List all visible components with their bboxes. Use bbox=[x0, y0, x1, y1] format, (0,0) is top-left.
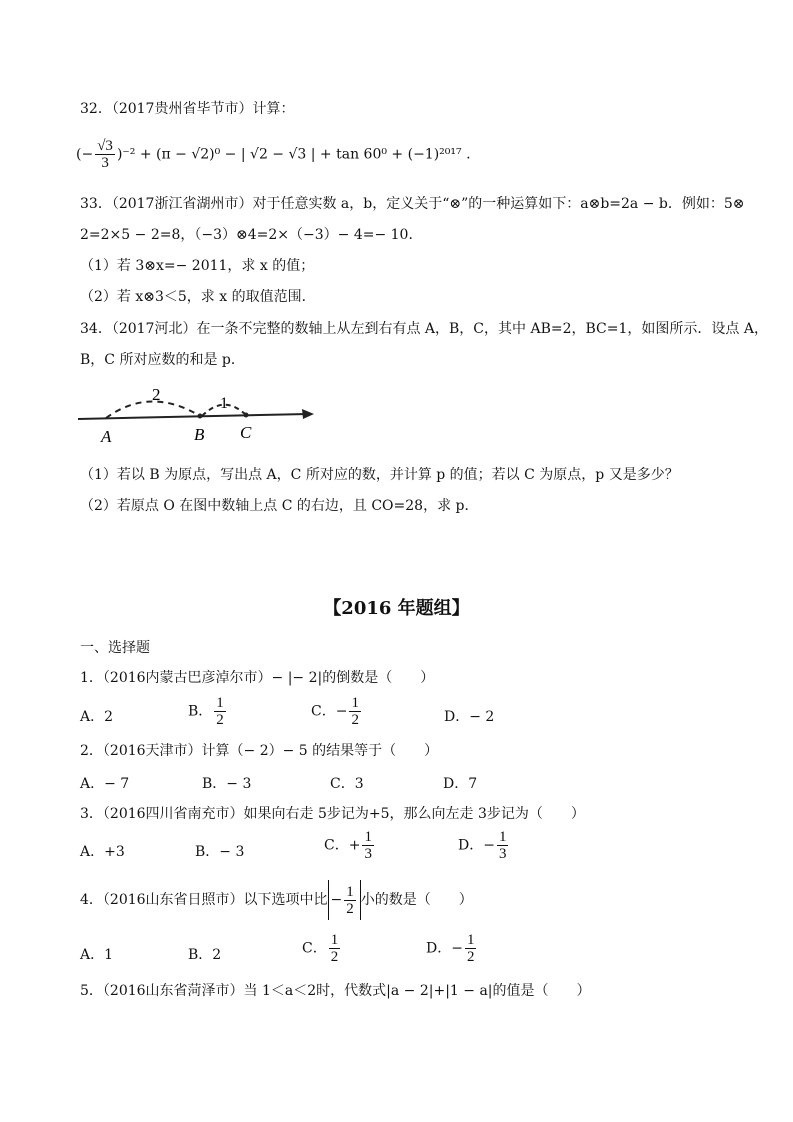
q4-c-label: C． bbox=[302, 940, 327, 957]
q3-option-c bbox=[324, 829, 376, 862]
q2-option-a: A．− 7 bbox=[80, 776, 130, 792]
section-subtitle: 一、选择题 bbox=[80, 640, 150, 656]
q4-option-a: A．1 bbox=[80, 947, 114, 963]
q4-option-c bbox=[302, 932, 342, 965]
q32-header: 32．（2017贵州省毕节市）计算： bbox=[80, 101, 295, 117]
q1-option-a: A．2 bbox=[80, 709, 114, 725]
q5-stem: 5．（2016山东省菏泽市）当 1＜a＜2时，代数式|a − 2|+|1 − a|的值是（ ） bbox=[80, 983, 591, 999]
q2-option-c: C．3 bbox=[330, 776, 364, 792]
q3-option-b: B．− 3 bbox=[195, 844, 245, 860]
q1-option-d: D．− 2 bbox=[444, 709, 495, 725]
q3-d-num: 1 bbox=[498, 829, 507, 845]
q1-c-label: C．− bbox=[311, 703, 348, 720]
q34-sub2: （2）若原点 O 在图中数轴上点 C 的右边，且 CO=28，求 p． bbox=[80, 498, 479, 514]
q3-c-num: 1 bbox=[364, 829, 372, 845]
q1-b-label: B． bbox=[188, 703, 213, 720]
q4-stem-pre: 4．（2016山东省日照市）以下选项中比 bbox=[80, 892, 328, 908]
q33-sub2: （2）若 x⊗3＜5，求 x 的取值范围． bbox=[80, 289, 316, 305]
q4-abs-den: 2 bbox=[346, 900, 354, 917]
q32-neg: − bbox=[81, 146, 94, 163]
q4-c-num: 1 bbox=[330, 932, 339, 948]
q4-abs-sign: − bbox=[330, 892, 343, 908]
q1-b-num: 1 bbox=[216, 695, 224, 711]
q3-c-fraction bbox=[362, 829, 374, 862]
q32-exp: )⁻² bbox=[116, 146, 136, 163]
q3-d-den: 3 bbox=[498, 846, 507, 862]
q4-stem-post: 小的数是（ ） bbox=[360, 892, 473, 908]
number-line-axis bbox=[78, 414, 308, 419]
q33-line2: 2=2×5 − 2=8，（−3）⊗4=2×（−3）− 4=− 10． bbox=[80, 227, 423, 243]
q3-d-fraction bbox=[497, 829, 509, 862]
q1-c-den: 2 bbox=[351, 712, 359, 728]
q4-option-d bbox=[426, 932, 478, 965]
q34-line2: B，C 所对应数的和是 p． bbox=[80, 352, 245, 368]
q4-c-fraction bbox=[329, 932, 341, 965]
q2-option-b: B．− 3 bbox=[202, 776, 252, 792]
q3-c-den: 3 bbox=[364, 846, 372, 862]
number-line-figure bbox=[70, 380, 330, 450]
q34-sub1: （1）若以 B 为原点，写出点 A，C 所对应的数，并计算 p 的值；若以 C 为原点，p 又是多少？ bbox=[80, 467, 679, 483]
q33-sub1: （1）若 3⊗x=− 2011，求 x 的值； bbox=[80, 258, 315, 274]
q32-frac-den: 3 bbox=[95, 154, 115, 171]
q4-option-b: B．2 bbox=[188, 947, 222, 963]
section-title: 【2016 年题组】 bbox=[323, 598, 470, 619]
label-c: C bbox=[240, 423, 252, 442]
q1-option-b bbox=[188, 695, 228, 728]
label-dist-bc: 1 bbox=[220, 395, 228, 412]
label-dist-ab: 2 bbox=[152, 385, 161, 404]
q33-line1: 33．（2017浙江省湖州市）对于任意实数 a，b，定义关于“⊗”的一种运算如下：a⊗b=2a − b．例如：5⊗ bbox=[80, 196, 745, 212]
q32-frac-num: √3 bbox=[97, 138, 113, 154]
q1-stem: 1．（2016内蒙古巴彦淖尔市）− |− 2|的倒数是（ ） bbox=[80, 670, 435, 686]
q4-c-den: 2 bbox=[330, 949, 339, 965]
q4-d-num: 1 bbox=[466, 932, 475, 948]
q1-b-den: 2 bbox=[216, 712, 224, 728]
q4-d-label: D．− bbox=[426, 940, 463, 957]
q1-c-num: 1 bbox=[351, 695, 359, 711]
q4-d-den: 2 bbox=[466, 949, 475, 965]
q34-line1: 34．（2017河北）在一条不完整的数轴上从左到右有点 A，B，C，其中 AB=2，BC=1，如图所示．设点 A， bbox=[80, 321, 768, 337]
q3-d-label: D．− bbox=[458, 837, 495, 854]
q32-lparen: ( bbox=[76, 146, 82, 163]
q4-abs-fraction bbox=[344, 884, 356, 917]
number-line-arrowhead bbox=[302, 409, 314, 419]
q4-d-fraction bbox=[465, 932, 477, 965]
label-a: A bbox=[101, 427, 112, 446]
q1-option-c bbox=[311, 695, 363, 728]
q3-option-d bbox=[458, 829, 510, 862]
q32-rest: + (π − √2)⁰ − | √2 − √3 | + tan 60⁰ + (−1)²⁰¹⁷ . bbox=[135, 146, 471, 163]
q4-abs-value bbox=[328, 880, 361, 920]
q4-abs-num: 1 bbox=[346, 883, 354, 900]
q4-stem bbox=[80, 880, 473, 920]
q3-c-label: C．+ bbox=[324, 837, 361, 854]
q32-expression bbox=[76, 138, 471, 171]
q3-stem: 3．（2016四川省南充市）如果向右走 5步记为+5，那么向左走 3步记为（ ） bbox=[80, 806, 585, 822]
point-b-dot bbox=[198, 414, 203, 419]
q32-fraction bbox=[95, 138, 115, 171]
q1-b-fraction bbox=[214, 695, 226, 728]
point-c-dot bbox=[244, 413, 249, 418]
q2-stem: 2．（2016天津市）计算（− 2）− 5 的结果等于（ ） bbox=[80, 743, 439, 759]
label-b: B bbox=[194, 425, 205, 444]
q2-option-d: D．7 bbox=[443, 776, 478, 792]
q3-option-a: A．+3 bbox=[80, 844, 125, 860]
q1-c-fraction bbox=[349, 695, 361, 728]
